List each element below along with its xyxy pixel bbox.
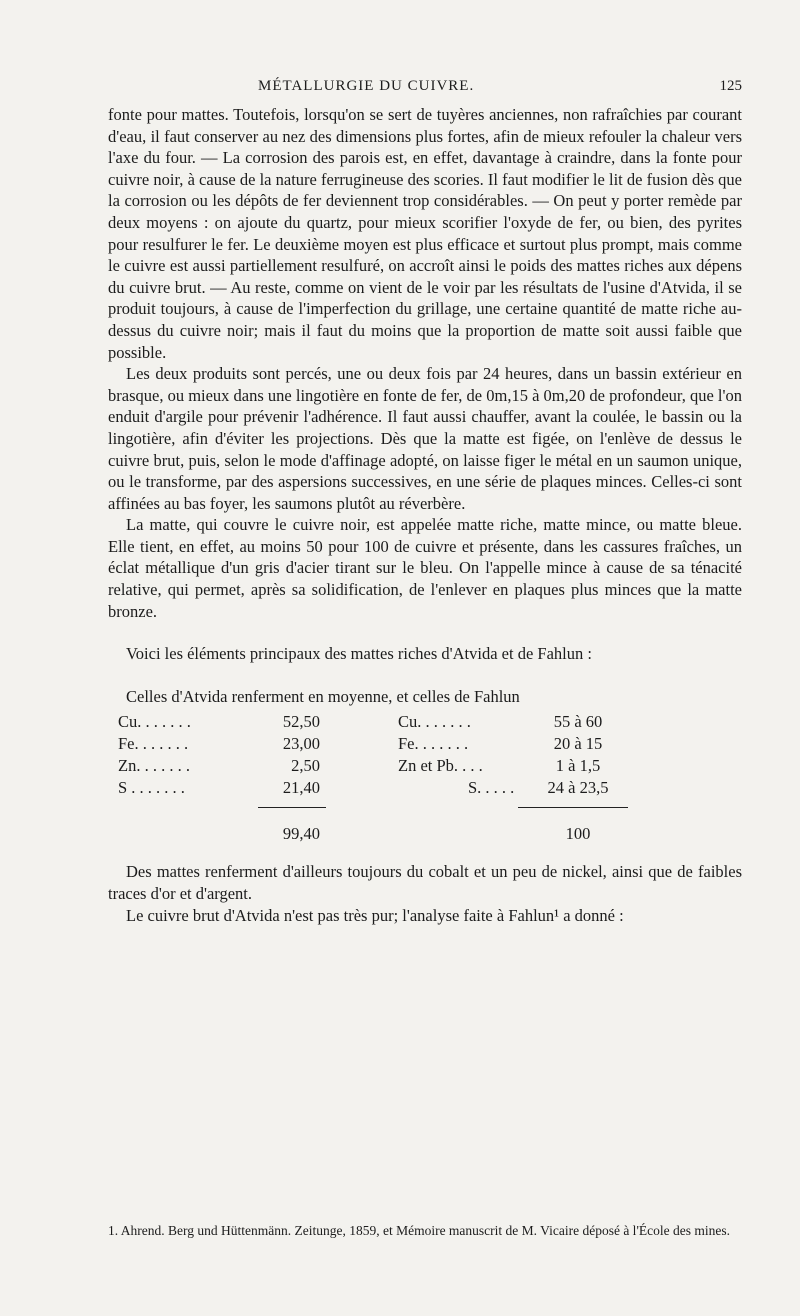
paragraph: Des mattes renferment d'ailleurs toujours du cobalt et un peu de nickel, ainsi que de faibles traces d'or et d'argent. bbox=[108, 862, 742, 904]
table-cell: S . . . . . . . bbox=[118, 778, 185, 798]
composition-table bbox=[108, 711, 742, 861]
paragraph: Celles d'Atvida renferment en moyenne, et celles de Fahlun bbox=[126, 686, 520, 706]
paragraph: Voici les éléments principaux des mattes riches d'Atvida et de Fahlun : bbox=[126, 644, 592, 664]
atvida-total: 99,40 bbox=[282, 824, 320, 844]
table-cell: Fe. . . . . . . bbox=[118, 734, 189, 754]
table-cell: Fe. . . . . . . bbox=[398, 734, 469, 754]
running-header bbox=[108, 78, 742, 100]
table-cell: 24 à 23,5 bbox=[547, 778, 609, 798]
fahlun-values bbox=[538, 711, 618, 799]
table-cell: Zn. . . . . . . bbox=[118, 756, 190, 776]
table-cell: Cu. . . . . . . bbox=[398, 712, 471, 732]
sum-rule bbox=[258, 807, 326, 808]
sum-rule bbox=[518, 807, 628, 808]
fahlun-elements bbox=[398, 711, 514, 799]
footnote: 1. Ahrend. Berg und Hüttenmänn. Zeitunge, 1859, et Mémoire manuscrit de M. Vicaire déposé à l'École des mines. bbox=[108, 1223, 730, 1238]
table-cell: 52,50 bbox=[282, 712, 320, 732]
page-number: 125 bbox=[719, 78, 742, 94]
paragraph: Le cuivre brut d'Atvida n'est pas très pur; l'analyse faite à Fahlun¹ a donné : bbox=[126, 905, 624, 925]
atvida-values bbox=[268, 711, 320, 799]
table-cell: Zn et Pb. . . . bbox=[398, 756, 483, 776]
table-cell: S. . . . . bbox=[468, 778, 515, 798]
table-cell: 1 à 1,5 bbox=[555, 756, 601, 776]
running-title: MÉTALLURGIE DU CUIVRE. bbox=[258, 78, 475, 94]
table-cell: 21,40 bbox=[282, 778, 320, 798]
main-text bbox=[108, 104, 742, 926]
paragraph: fonte pour mattes. Toutefois, lorsqu'on se sert de tuyères anciennes, non rafraîchies par courant d'eau, il faut conserver au nez des dimensions plus fortes, afin de mieux refouler la chaleur vers l'axe du four. — La corrosion des parois est, en effet, davantage à craindre, dans la fonte pour cuivre noir, à cause de la nature ferrugineuse des scories. Il faut modifier le lit de fusion dès que la corrosion ou les dépôts de fer deviennent trop considérables. — On peut y porter remède par deux moyens : on ajoute du quartz, pour mieux scorifier l'oxyde de fer, ou bien, des pyrites pour resulfurer le fer. Le deuxième moyen est plus efficace et surtout plus prompt, mais comme le cuivre est aussi partiellement resulfuré, on accroît ainsi le poids des mattes riches aux dépens du cuivre brut. — Au reste, comme on vient de le voir par les résultats de l'usine d'Atvida, il se produit toujours, à cause de l'imperfection du grillage, une certaine quantité de matte riche au-dessus du cuivre noir; mais il faut du moins que la proportion de matte soit aussi faible que possible. bbox=[108, 105, 742, 362]
atvida-elements bbox=[118, 711, 191, 799]
table-cell: 23,00 bbox=[282, 734, 320, 754]
paragraph: La matte, qui couvre le cuivre noir, est appelée matte riche, matte mince, ou matte bleue. Elle tient, en effet, au moins 50 pour 100 de cuivre et présente, dans les cassures fraîches, un éclat métallique d'un gris d'acier tirant sur le bleu. On l'appelle mince à cause de sa ténacité relative, qui permet, après sa solidification, de l'enlever en plaques plus minces que la matte bronze. bbox=[108, 515, 742, 621]
table-cell: 20 à 15 bbox=[553, 734, 603, 754]
fahlun-total: 100 bbox=[565, 824, 591, 844]
table-cell: 2,50 bbox=[291, 756, 320, 776]
table-cell: 55 à 60 bbox=[553, 712, 603, 732]
table-cell: Cu. . . . . . . bbox=[118, 712, 191, 732]
paragraph: Les deux produits sont percés, une ou deux fois par 24 heures, dans un bassin extérieur en brasque, ou mieux dans une lingotière en fonte de fer, de 0m,15 à 0m,20 de profondeur, que l'on enduit d'argile pour prévenir l'adhérence. Il faut aussi chauffer, avant la coulée, le bassin ou la lingotière, afin d'éviter les projections. Dès que la matte est figée, on l'enlève de dessus le cuivre brut, puis, selon le mode d'affinage adopté, on laisse figer le métal en un saumon unique, ou le transforme, par des aspersions successives, en une série de plaques minces. Celles-ci sont affinées au bas foyer, les saumons plutôt au réverbère. bbox=[108, 364, 742, 513]
